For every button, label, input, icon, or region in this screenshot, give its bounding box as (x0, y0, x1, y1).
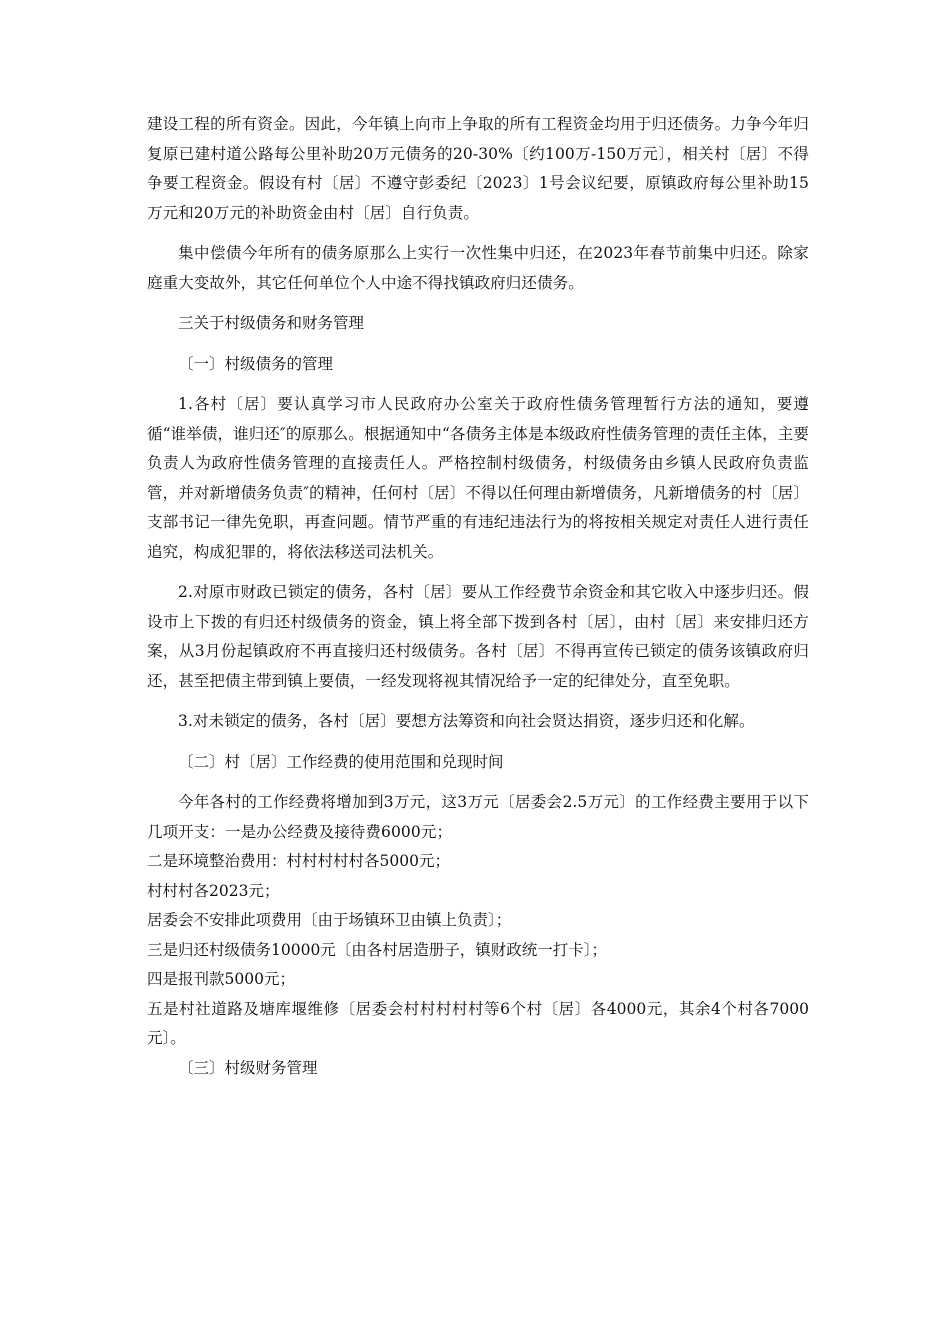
paragraph-item-1: 1.各村〔居〕要认真学习市人民政府办公室关于政府性债务管理暂行方法的通知，要遵循“谁举债，谁归还″的原那么。根据通知中“各债务主体是本级政府性债务管理的责任主体，主要负责人为政府性债务管理的直接责任人。严格控制村级债务，村级债务由乡镇人民政府负责监管，并对新增债务负责″的精神，任何村〔居〕不得以任何理由新增债务，凡新增债务的村〔居〕支部书记一律先免职，再查问题。情节严重的有违纪违法行为的将按相关规定对责任人进行责任追究，构成犯罪的，将依法移送司法机关。 (147, 395, 809, 561)
list-item-villages: 村村村各2023元； (147, 881, 280, 900)
paragraph-item-2: 2.对原市财政已锁定的债务，各村〔居〕要从工作经费节余资金和其它收入中逐步归还。假设市上下拨的有归还村级债务的资金，镇上将全部下拨到各村〔居〕，由村〔居〕来安排归还方案，从3月份起镇政府不再直接归还村级债务。各村〔居〕不得再宣传已锁定的债务该镇政府归还，甚至把债主带到镇上要债，一经发现将视其情况给予一定的纪律处分，直至免职。 (147, 583, 809, 690)
paragraph-funding: 建设工程的所有资金。因此，今年镇上向市上争取的所有工程资金均用于归还债务。力争今年归复原已建村道公路每公里补助20万元债务的20-30%〔约100万-150万元〕，相关村〔居〕不得争要工程资金。假设有村〔居〕不遵守彭委纪〔2023〕1号会议纪要，原镇政府每公里补助15万元和20万元的补助资金由村〔居〕自行负责。 (147, 115, 809, 222)
paragraph-item-3: 3.对未锁定的债务，各村〔居〕要想方法筹资和向社会贤达捐资，逐步归还和化解。 (178, 712, 755, 730)
list-item-road-repair: 五是村社道路及塘库堰维修〔居委会村村村村村等6个村〔居〕各4000元，其余4个村各7000元〕。 (147, 999, 809, 1047)
list-item-newspaper: 四是报刊款5000元； (147, 970, 295, 988)
subsection-heading-work-funds: 〔二〕村〔居〕工作经费的使用范围和兑现时间 (178, 752, 504, 771)
document-page (147, 110, 809, 1094)
paragraph-debt-repayment: 集中偿债今年所有的债务原那么上实行一次性集中归还，在2023年春节前集中归还。除家庭重大变故外，其它任何单位个人中途不得找镇政府归还债务。 (147, 244, 809, 292)
subsection-heading-finance-management: 〔三〕村级财务管理 (178, 1058, 318, 1077)
section-heading-village-debt: 三关于村级债务和财务管理 (178, 314, 365, 332)
list-item-environment: 二是环境整治费用：村村村村村各5000元； (147, 852, 450, 870)
paragraph-work-funds: 今年各村的工作经费将增加到3万元，这3万元〔居委会2.5万元〕的工作经费主要用于以下几项开支：一是办公经费及接待费6000元； (147, 793, 809, 841)
list-item-residents-committee: 居委会不安排此项费用〔由于场镇环卫由镇上负责〕； (147, 911, 512, 929)
list-item-debt-repayment: 三是归还村级债务10000元〔由各村居造册子，镇财政统一打卡〕； (147, 940, 608, 959)
subsection-heading-debt-management: 〔一〕村级债务的管理 (178, 354, 334, 373)
